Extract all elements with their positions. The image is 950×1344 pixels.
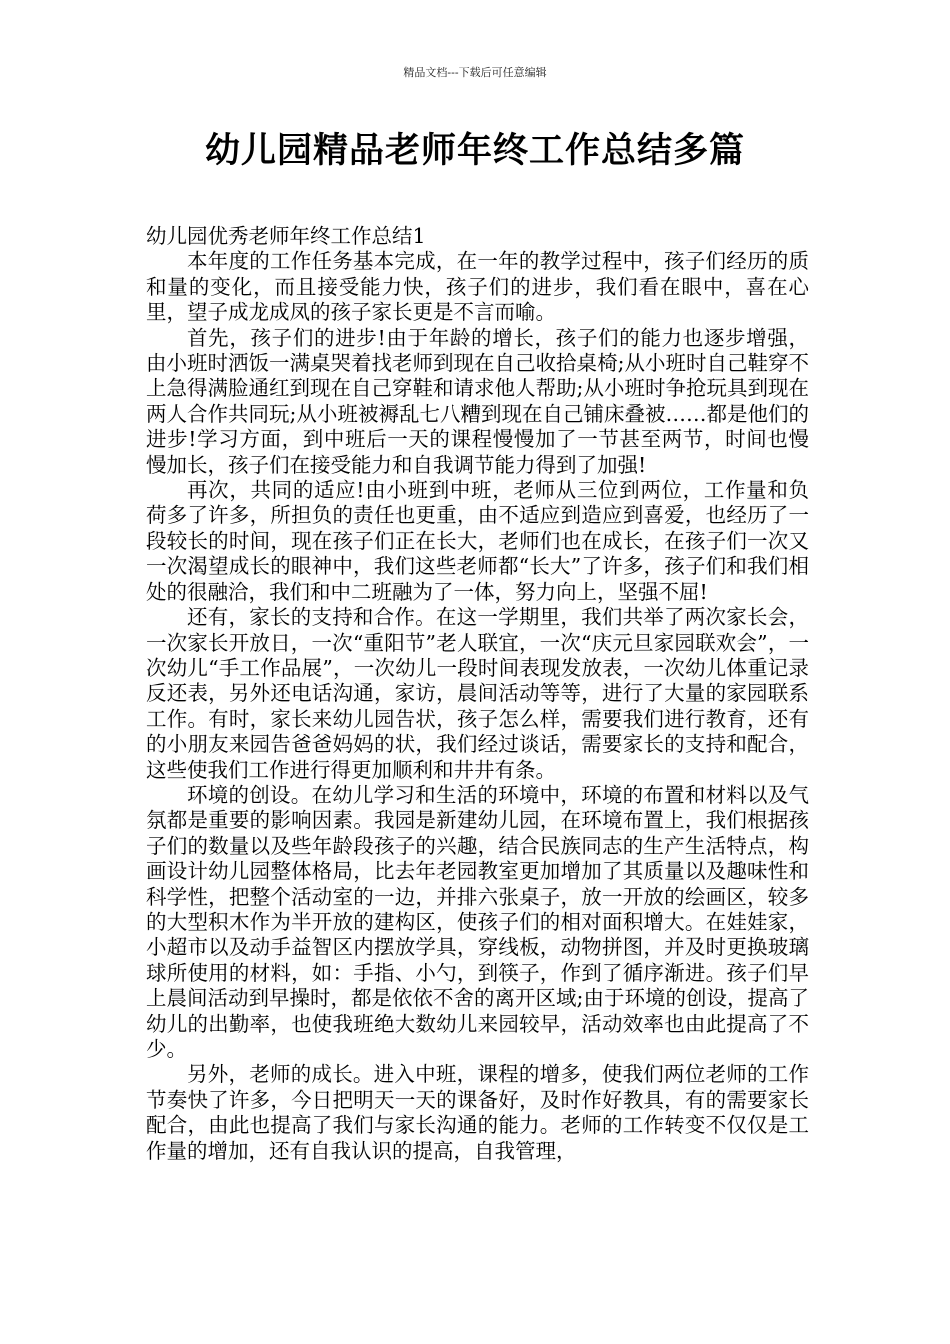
paragraph-5: 环境的创设。在幼儿学习和生活的环境中，环境的布置和材料以及气氛都是重要的影响因素。我园是新建幼儿园，在环境布置上，我们根据孩子们的数量以及些年龄段孩子的兴趣，结合民族同志的生产生活特点，构画设计幼儿园整体格局，比去年老园教室更加增加了其质量以及趣味性和科学性，把整个活动室的一边，并排六张桌子，放一开放的绘画区，较多的大型积木作为半开放的建构区，使孩子们的相对面积增大。在娃娃家，小超市以及动手益智区内摆放学具，穿线板，动物拼图，并及时更换玻璃球所使用的材料，如：手指、小勺，到筷子，作到了循序渐进。孩子们早上晨间活动到早操时，都是依依不舍的离开区域;由于环境的创设，提高了幼儿的出勤率，也使我班绝大数幼儿来园较早，活动效率也由此提高了不少。 <box>146 782 809 1061</box>
paragraph-3: 再次，共同的适应!由小班到中班，老师从三位到两位，工作量和负荷多了许多，所担负的责任也更重，由不适应到造应到喜爱，也经历了一段较长的时间，现在孩子们正在长大，老师们也在成长，在孩子们一次又一次渴望成长的眼神中，我们这些老师都“长大”了许多，孩子们和我们相处的很融洽，我们和中二班融为了一体，努力向上，坚强不屈! <box>146 478 809 604</box>
paragraph-2: 首先，孩子们的进步!由于年龄的增长，孩子们的能力也逐步增强，由小班时洒饭一满桌哭着找老师到现在自己收拾桌椅;从小班时自己鞋穿不上急得满脸通红到现在自己穿鞋和请求他人帮助;从小班时争抢玩具到现在两人合作共同玩;从小班被褥乱七八糟到现在自己铺床叠被……都是他们的进步!学习方面，到中班后一天的课程慢慢加了一节甚至两节，时间也慢慢加长，孩子们在接受能力和自我调节能力得到了加强! <box>146 325 809 477</box>
document-body <box>146 224 809 1164</box>
section-heading: 幼儿园优秀老师年终工作总结1 <box>146 224 426 248</box>
document-title: 幼儿园精品老师年终工作总结多篇 <box>204 131 745 171</box>
paragraph-6: 另外，老师的成长。进入中班，课程的增多，使我们两位老师的工作节奏快了许多，今日把明天一天的课备好，及时作好教具，有的需要家长配合，由此也提高了我们与家长沟通的能力。老师的工作转变不仅仅是工作量的增加，还有自我认识的提高，自我管理， <box>146 1062 809 1163</box>
paragraph-4: 还有，家长的支持和合作。在这一学期里，我们共举了两次家长会，一次家长开放日，一次“重阳节”老人联宜，一次“庆元旦家园联欢会”，一次幼儿“手工作品展”，一次幼儿一段时间表现发放表，一次幼儿体重记录反还表，另外还电话沟通，家访，晨间活动等等，进行了大量的家园联系工作。有时，家长来幼儿园告状，孩子怎么样，需要我们进行教育，还有的小朋友来园告爸爸妈妈的状，我们经过谈话，需要家长的支持和配合，这些使我们工作进行得更加顺利和井井有条。 <box>146 605 809 782</box>
paragraph-1: 本年度的工作任务基本完成，在一年的教学过程中，孩子们经历的质和量的变化，而且接受能力快，孩子们的进步，我们看在眼中，喜在心里，望子成龙成凤的孩子家长更是不言而喻。 <box>146 249 809 325</box>
header-note: 精品文档---下载后可任意编辑 <box>403 66 547 79</box>
